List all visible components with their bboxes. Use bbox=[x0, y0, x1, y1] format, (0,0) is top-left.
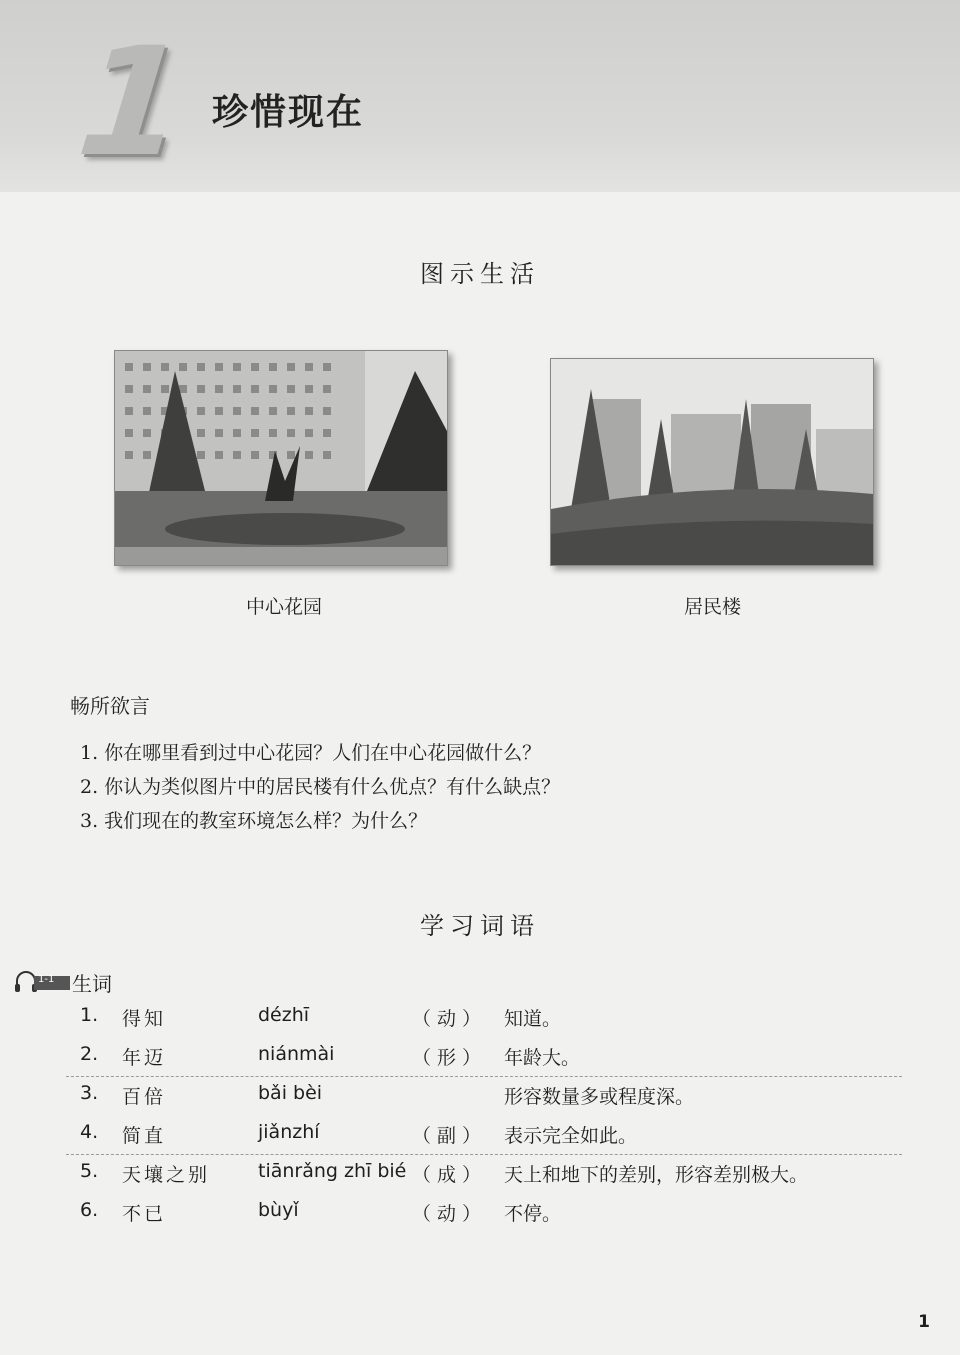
photo-caption-central-garden: 中心花园 bbox=[246, 596, 323, 618]
lesson-number: 1 bbox=[70, 16, 194, 190]
photo-caption-residential-buildings: 居民楼 bbox=[684, 596, 742, 618]
audio-track-tag bbox=[14, 968, 70, 994]
vocab-word: 年迈 bbox=[122, 1047, 167, 1069]
vocab-definition: 表示完全如此。 bbox=[504, 1125, 638, 1147]
central-garden-photo bbox=[114, 350, 448, 566]
vocab-row bbox=[0, 1043, 960, 1077]
vocab-row bbox=[0, 1199, 960, 1233]
audio-track-number: 1-1 bbox=[38, 974, 55, 985]
vocab-word: 简直 bbox=[122, 1125, 167, 1147]
discussion-question-1: 1. 你在哪里看到过中心花园？人们在中心花园做什么？ bbox=[80, 742, 542, 764]
vocab-word: 百倍 bbox=[122, 1086, 167, 1108]
vocab-pinyin: tiānrǎng zhī bié bbox=[258, 1160, 407, 1182]
vocab-row bbox=[0, 1004, 960, 1038]
section-title-vocabulary: 学习词语 bbox=[420, 912, 540, 940]
vocab-pinyin: dézhī bbox=[258, 1004, 310, 1026]
page-number: 1 bbox=[918, 1312, 930, 1332]
vocab-pinyin: bǎi bèi bbox=[258, 1082, 323, 1104]
vocab-part-of-speech: （形） bbox=[412, 1047, 488, 1069]
vocab-pinyin: bùyǐ bbox=[258, 1199, 299, 1221]
vocab-part-of-speech: （动） bbox=[412, 1203, 488, 1225]
vocab-number: 6. bbox=[80, 1199, 99, 1221]
vocab-row bbox=[0, 1121, 960, 1155]
vocab-definition: 知道。 bbox=[504, 1008, 562, 1030]
lesson-title: 珍惜现在 bbox=[212, 92, 365, 133]
vocab-number: 5. bbox=[80, 1160, 99, 1182]
vocab-pinyin: niánmài bbox=[258, 1043, 335, 1065]
discussion-question-3: 3. 我们现在的教室环境怎么样？为什么？ bbox=[80, 810, 428, 832]
vocab-row bbox=[0, 1082, 960, 1116]
vocab-pinyin: jiǎnzhí bbox=[258, 1121, 320, 1143]
section-title-illustrated-life: 图示生活 bbox=[420, 260, 540, 288]
vocab-part-of-speech: （副） bbox=[412, 1125, 488, 1147]
discussion-heading: 畅所欲言 bbox=[70, 694, 150, 718]
vocab-number: 2. bbox=[80, 1043, 99, 1065]
vocab-number: 4. bbox=[80, 1121, 99, 1143]
vocab-definition: 形容数量多或程度深。 bbox=[504, 1086, 695, 1108]
vocabulary-heading: 生词 bbox=[72, 972, 112, 996]
vocab-part-of-speech: （成） bbox=[412, 1164, 488, 1186]
vocab-word: 得知 bbox=[122, 1008, 167, 1030]
vocab-row bbox=[0, 1160, 960, 1194]
vocab-part-of-speech: （动） bbox=[412, 1008, 488, 1030]
vocab-word: 不已 bbox=[122, 1203, 167, 1225]
vocab-number: 1. bbox=[80, 1004, 99, 1026]
vocab-number: 3. bbox=[80, 1082, 99, 1104]
discussion-question-2: 2. 你认为类似图片中的居民楼有什么优点？有什么缺点？ bbox=[80, 776, 561, 798]
divider bbox=[66, 1154, 902, 1155]
residential-buildings-photo bbox=[550, 358, 874, 566]
vocab-definition: 年龄大。 bbox=[504, 1047, 581, 1069]
vocab-definition: 不停。 bbox=[504, 1203, 562, 1225]
vocab-word: 天壤之别 bbox=[122, 1164, 211, 1186]
vocab-definition: 天上和地下的差别，形容差别极大。 bbox=[504, 1164, 809, 1186]
divider bbox=[66, 1076, 902, 1077]
